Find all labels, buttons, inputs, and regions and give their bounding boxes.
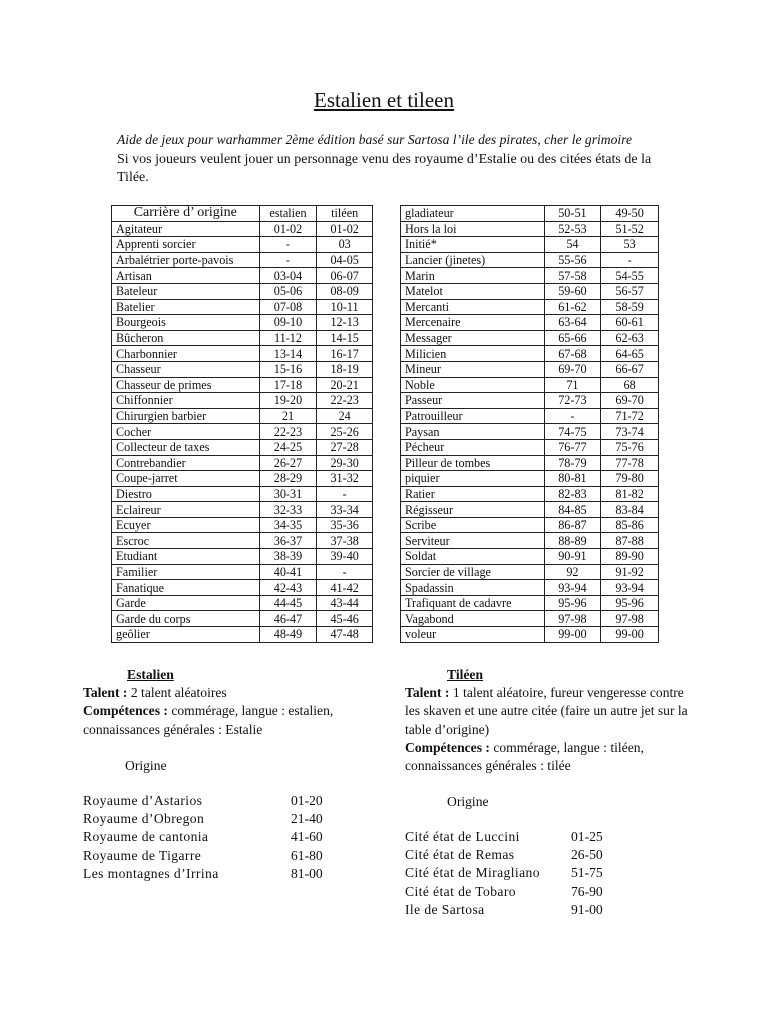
- tileen-range: 24: [317, 408, 373, 424]
- estalien-range: 26-27: [259, 455, 317, 471]
- career-name: Eclaireur: [112, 502, 260, 518]
- origin-range: 61-80: [291, 847, 323, 863]
- tileen-range: 71-72: [601, 408, 659, 424]
- table-row: [401, 517, 659, 533]
- table-row: [112, 346, 373, 362]
- estalien-range: 54: [544, 237, 601, 253]
- table-row: [112, 611, 373, 627]
- table-row: [112, 283, 373, 299]
- table-row: [401, 268, 659, 284]
- table-row: [401, 611, 659, 627]
- estalien-range: 03-04: [259, 268, 317, 284]
- table-row: [112, 455, 373, 471]
- estalien-range: 93-94: [544, 580, 601, 596]
- estalien-range: 34-35: [259, 517, 317, 533]
- career-name: Bourgeois: [112, 315, 260, 331]
- career-name: Mercenaire: [401, 315, 545, 331]
- tileen-range: 06-07: [317, 268, 373, 284]
- tileen-range: -: [601, 252, 659, 268]
- table-row: [401, 299, 659, 315]
- origin-range: 01-20: [291, 793, 323, 808]
- table-row: [401, 564, 659, 580]
- origin-row: [83, 865, 323, 883]
- career-name: Chiffonnier: [112, 393, 260, 409]
- career-name: piquier: [401, 471, 545, 487]
- tileen-range: 56-57: [601, 283, 659, 299]
- table-row: [112, 471, 373, 487]
- estalien-range: 30-31: [259, 486, 317, 502]
- origin-name: Cité état de Remas: [405, 847, 515, 863]
- tileen-range: 47-48: [317, 627, 373, 643]
- origin-row: [83, 810, 323, 828]
- origin-row: [83, 828, 323, 846]
- table-header-row: [112, 206, 373, 222]
- estalien-range: 80-81: [544, 471, 601, 487]
- estalien-range: -: [544, 408, 601, 424]
- tileen-range: 08-09: [317, 283, 373, 299]
- tileen-range: 54-55: [601, 268, 659, 284]
- tileen-heading: Tiléen: [447, 667, 484, 682]
- estalien-range: 88-89: [544, 533, 601, 549]
- tileen-range: 39-40: [317, 549, 373, 565]
- career-name: Serviteur: [401, 533, 545, 549]
- estalien-range: 92: [544, 564, 601, 580]
- career-name: Charbonnier: [112, 346, 260, 362]
- estalien-talent: Talent : 2 talent aléatoires: [83, 685, 227, 701]
- table-row: [401, 206, 659, 222]
- origin-range: 91-00: [571, 901, 603, 917]
- table-row: [401, 486, 659, 502]
- career-name: Lancier (jinetes): [401, 252, 545, 268]
- estalien-range: 15-16: [259, 361, 317, 377]
- career-name: geôlier: [112, 627, 260, 643]
- career-name: Etudiant: [112, 549, 260, 565]
- tileen-range: 31-32: [317, 471, 373, 487]
- estalien-range: 50-51: [544, 206, 601, 222]
- tileen-range: 35-36: [317, 517, 373, 533]
- origin-range: 76-90: [571, 883, 603, 899]
- origin-name: Cité état de Tobaro: [405, 883, 516, 899]
- career-name: Batelier: [112, 299, 260, 315]
- tileen-range: 89-90: [601, 549, 659, 565]
- estalien-range: 61-62: [544, 299, 601, 315]
- career-name: Escroc: [112, 533, 260, 549]
- table-row: [112, 268, 373, 284]
- career-name: Messager: [401, 330, 545, 346]
- origin-name: Royaume d’Obregon: [83, 811, 205, 827]
- tileen-range: 69-70: [601, 393, 659, 409]
- career-name: Régisseur: [401, 502, 545, 518]
- table-row: [112, 502, 373, 518]
- estalien-range: -: [259, 252, 317, 268]
- table-row: [401, 502, 659, 518]
- tileen-range: 64-65: [601, 346, 659, 362]
- career-name: Collecteur de taxes: [112, 439, 260, 455]
- table-row: [112, 486, 373, 502]
- tileen-range: 62-63: [601, 330, 659, 346]
- career-name: Pilleur de tombes: [401, 455, 545, 471]
- origin-range: 81-00: [291, 865, 323, 881]
- table-row: [401, 330, 659, 346]
- estalien-range: 32-33: [259, 502, 317, 518]
- estalien-range: 63-64: [544, 315, 601, 331]
- table-row: [401, 237, 659, 253]
- estalien-range: 90-91: [544, 549, 601, 565]
- header-tileen: tiléen: [317, 206, 373, 222]
- tileen-talent: Talent : 1 talent aléatoire, fureur vengeresse contre les skaven et une autre citée (faire un autre jet sur la table d’origine): [405, 685, 688, 737]
- career-name: Bûcheron: [112, 330, 260, 346]
- tileen-range: 22-23: [317, 393, 373, 409]
- origin-range: 41-60: [291, 829, 323, 845]
- origin-name: Ile de Sartosa: [405, 901, 485, 917]
- career-name: voleur: [401, 627, 545, 643]
- estalien-range: 42-43: [259, 580, 317, 596]
- table-row: [112, 315, 373, 331]
- tileen-range: -: [317, 564, 373, 580]
- table-row: [401, 471, 659, 487]
- career-name: Scribe: [401, 517, 545, 533]
- tileen-range: 37-38: [317, 533, 373, 549]
- tileen-range: 16-17: [317, 346, 373, 362]
- origin-row: [83, 847, 323, 865]
- estalien-range: 36-37: [259, 533, 317, 549]
- tileen-range: 29-30: [317, 455, 373, 471]
- table-row: [401, 408, 659, 424]
- table-row: [112, 361, 373, 377]
- page-title: Estalien et tileen: [314, 88, 454, 112]
- tileen-range: 03: [317, 237, 373, 253]
- tileen-range: 66-67: [601, 361, 659, 377]
- career-name: Spadassin: [401, 580, 545, 596]
- table-row: [401, 455, 659, 471]
- table-row: [112, 549, 373, 565]
- estalien-origin-title: Origine: [125, 757, 167, 773]
- table-row: [401, 627, 659, 643]
- estalien-range: 13-14: [259, 346, 317, 362]
- tileen-origin-title: Origine: [447, 794, 489, 810]
- table-row: [401, 315, 659, 331]
- origin-name: Cité état de Miragliano: [405, 865, 540, 881]
- estalien-range: 67-68: [544, 346, 601, 362]
- estalien-range: 05-06: [259, 283, 317, 299]
- table-row: [401, 361, 659, 377]
- career-name: Cocher: [112, 424, 260, 440]
- table-row: [112, 221, 373, 237]
- tileen-range: 95-96: [601, 595, 659, 611]
- career-name: Ecuyer: [112, 517, 260, 533]
- table-row: [401, 283, 659, 299]
- tileen-range: 99-00: [601, 627, 659, 643]
- estalien-range: 46-47: [259, 611, 317, 627]
- career-name: Soldat: [401, 549, 545, 565]
- table-row: [401, 533, 659, 549]
- table-row: [112, 424, 373, 440]
- tileen-skills: Compétences : commérage, langue : tiléen, connaissances générales : tilée: [405, 739, 644, 774]
- career-name: Diestro: [112, 486, 260, 502]
- careers-table-left: [111, 205, 373, 643]
- career-name: Marin: [401, 268, 545, 284]
- estalien-range: 95-96: [544, 595, 601, 611]
- career-name: Artisan: [112, 268, 260, 284]
- header-career: Carrière d’ origine: [112, 206, 260, 222]
- estalien-range: 19-20: [259, 393, 317, 409]
- estalien-range: 40-41: [259, 564, 317, 580]
- origin-range: 21-40: [291, 811, 323, 827]
- origin-row: [405, 883, 603, 901]
- career-name: Initié*: [401, 237, 545, 253]
- estalien-range: 57-58: [544, 268, 601, 284]
- table-row: [112, 330, 373, 346]
- table-row: [401, 221, 659, 237]
- estalien-range: 55-56: [544, 252, 601, 268]
- career-name: Chasseur: [112, 361, 260, 377]
- estalien-range: 17-18: [259, 377, 317, 393]
- career-name: Noble: [401, 377, 545, 393]
- estalien-range: 59-60: [544, 283, 601, 299]
- career-name: Garde: [112, 595, 260, 611]
- table-row: [401, 377, 659, 393]
- tileen-section: [405, 666, 695, 811]
- career-name: Contrebandier: [112, 455, 260, 471]
- origin-range: 51-75: [571, 865, 603, 881]
- career-name: Apprenti sorcier: [112, 237, 260, 253]
- estalien-range: 09-10: [259, 315, 317, 331]
- career-name: Patrouilleur: [401, 408, 545, 424]
- tileen-range: 33-34: [317, 502, 373, 518]
- estalien-range: 71: [544, 377, 601, 393]
- intro-text: Si vos joueurs veulent jouer un personnage venu des royaume d’Estalie ou des citées états de la Tilée.: [117, 152, 652, 185]
- origin-name: Royaume d’Astarios: [83, 793, 203, 808]
- origin-name: Cité état de Luccini: [405, 829, 520, 844]
- table-row: [112, 252, 373, 268]
- career-name: Mineur: [401, 361, 545, 377]
- estalien-range: 78-79: [544, 455, 601, 471]
- tileen-range: 68: [601, 377, 659, 393]
- tileen-range: 45-46: [317, 611, 373, 627]
- origin-name: Les montagnes d’Irrina: [83, 865, 219, 881]
- origin-row: [405, 864, 603, 882]
- career-name: Passeur: [401, 393, 545, 409]
- career-name: Arbalétrier porte-pavois: [112, 252, 260, 268]
- tileen-range: 20-21: [317, 377, 373, 393]
- table-row: [401, 549, 659, 565]
- estalien-range: 07-08: [259, 299, 317, 315]
- table-row: [112, 393, 373, 409]
- career-name: Vagabond: [401, 611, 545, 627]
- origin-row: [405, 846, 603, 864]
- estalien-range: 24-25: [259, 439, 317, 455]
- tileen-range: 53: [601, 237, 659, 253]
- table-row: [401, 595, 659, 611]
- tileen-range: 14-15: [317, 330, 373, 346]
- estalien-range: 86-87: [544, 517, 601, 533]
- estalien-range: 65-66: [544, 330, 601, 346]
- estalien-range: 97-98: [544, 611, 601, 627]
- tileen-range: 01-02: [317, 221, 373, 237]
- origin-range: 26-50: [571, 847, 603, 863]
- tileen-range: 04-05: [317, 252, 373, 268]
- tileen-range: 18-19: [317, 361, 373, 377]
- estalien-range: 01-02: [259, 221, 317, 237]
- estalien-range: 44-45: [259, 595, 317, 611]
- table-row: [401, 580, 659, 596]
- estalien-section: [83, 666, 373, 775]
- table-row: [112, 595, 373, 611]
- origin-row: [405, 828, 603, 846]
- estalien-range: 74-75: [544, 424, 601, 440]
- career-name: Hors la loi: [401, 221, 545, 237]
- tileen-range: 51-52: [601, 221, 659, 237]
- tileen-range: 25-26: [317, 424, 373, 440]
- estalien-range: 84-85: [544, 502, 601, 518]
- origin-name: Royaume de Tigarre: [83, 847, 202, 863]
- estalien-range: 76-77: [544, 439, 601, 455]
- tileen-range: 77-78: [601, 455, 659, 471]
- tileen-range: 27-28: [317, 439, 373, 455]
- tileen-range: 91-92: [601, 564, 659, 580]
- career-name: Familier: [112, 564, 260, 580]
- table-row: [112, 564, 373, 580]
- estalien-range: 38-39: [259, 549, 317, 565]
- table-row: [401, 346, 659, 362]
- career-name: Chirurgien barbier: [112, 408, 260, 424]
- career-name: Agitateur: [112, 221, 260, 237]
- estalien-range: -: [259, 237, 317, 253]
- table-row: [112, 237, 373, 253]
- estalien-origin-list: [83, 792, 323, 883]
- tileen-range: -: [317, 486, 373, 502]
- table-row: [112, 533, 373, 549]
- tileen-range: 93-94: [601, 580, 659, 596]
- career-name: Milicien: [401, 346, 545, 362]
- career-name: Matelot: [401, 283, 545, 299]
- table-row: [112, 408, 373, 424]
- tileen-range: 81-82: [601, 486, 659, 502]
- career-name: Bateleur: [112, 283, 260, 299]
- table-row: [401, 439, 659, 455]
- table-row: [112, 377, 373, 393]
- estalien-range: 48-49: [259, 627, 317, 643]
- tileen-range: 43-44: [317, 595, 373, 611]
- tileen-range: 83-84: [601, 502, 659, 518]
- tileen-range: 79-80: [601, 471, 659, 487]
- tileen-range: 41-42: [317, 580, 373, 596]
- career-name: Chasseur de primes: [112, 377, 260, 393]
- estalien-range: 99-00: [544, 627, 601, 643]
- career-name: Mercanti: [401, 299, 545, 315]
- table-row: [112, 580, 373, 596]
- career-name: Trafiquant de cadavre: [401, 595, 545, 611]
- estalien-range: 82-83: [544, 486, 601, 502]
- estalien-heading: Estalien: [127, 667, 174, 682]
- tileen-range: 58-59: [601, 299, 659, 315]
- estalien-range: 11-12: [259, 330, 317, 346]
- origin-row: [405, 901, 603, 919]
- career-name: Garde du corps: [112, 611, 260, 627]
- tileen-range: 85-86: [601, 517, 659, 533]
- table-row: [401, 424, 659, 440]
- career-name: Coupe-jarret: [112, 471, 260, 487]
- estalien-range: 72-73: [544, 393, 601, 409]
- tileen-range: 87-88: [601, 533, 659, 549]
- table-row: [401, 393, 659, 409]
- origin-row: [83, 792, 323, 810]
- table-row: [112, 627, 373, 643]
- intro-source-note: Aide de jeux pour warhammer 2ème édition basé sur Sartosa l’ile des pirates, cher le grimoire: [117, 132, 632, 147]
- table-row: [112, 439, 373, 455]
- tileen-origin-list: [405, 828, 603, 919]
- career-name: Pécheur: [401, 439, 545, 455]
- estalien-range: 21: [259, 408, 317, 424]
- estalien-skills: Compétences : commérage, langue : estalien, connaissances générales : Estalie: [83, 703, 334, 737]
- career-name: Ratier: [401, 486, 545, 502]
- origin-name: Royaume de cantonia: [83, 829, 209, 845]
- tileen-range: 75-76: [601, 439, 659, 455]
- career-name: Paysan: [401, 424, 545, 440]
- careers-table-right: [400, 205, 659, 643]
- estalien-range: 52-53: [544, 221, 601, 237]
- tileen-range: 49-50: [601, 206, 659, 222]
- tileen-range: 10-11: [317, 299, 373, 315]
- career-name: Sorcier de village: [401, 564, 545, 580]
- origin-range: 01-25: [571, 829, 603, 844]
- career-name: Fanatique: [112, 580, 260, 596]
- career-name: gladiateur: [401, 206, 545, 222]
- table-row: [401, 252, 659, 268]
- tileen-range: 97-98: [601, 611, 659, 627]
- tileen-range: 73-74: [601, 424, 659, 440]
- header-estalien: estalien: [259, 206, 317, 222]
- tileen-range: 60-61: [601, 315, 659, 331]
- table-row: [112, 517, 373, 533]
- tileen-range: 12-13: [317, 315, 373, 331]
- estalien-range: 69-70: [544, 361, 601, 377]
- table-row: [112, 299, 373, 315]
- estalien-range: 28-29: [259, 471, 317, 487]
- estalien-range: 22-23: [259, 424, 317, 440]
